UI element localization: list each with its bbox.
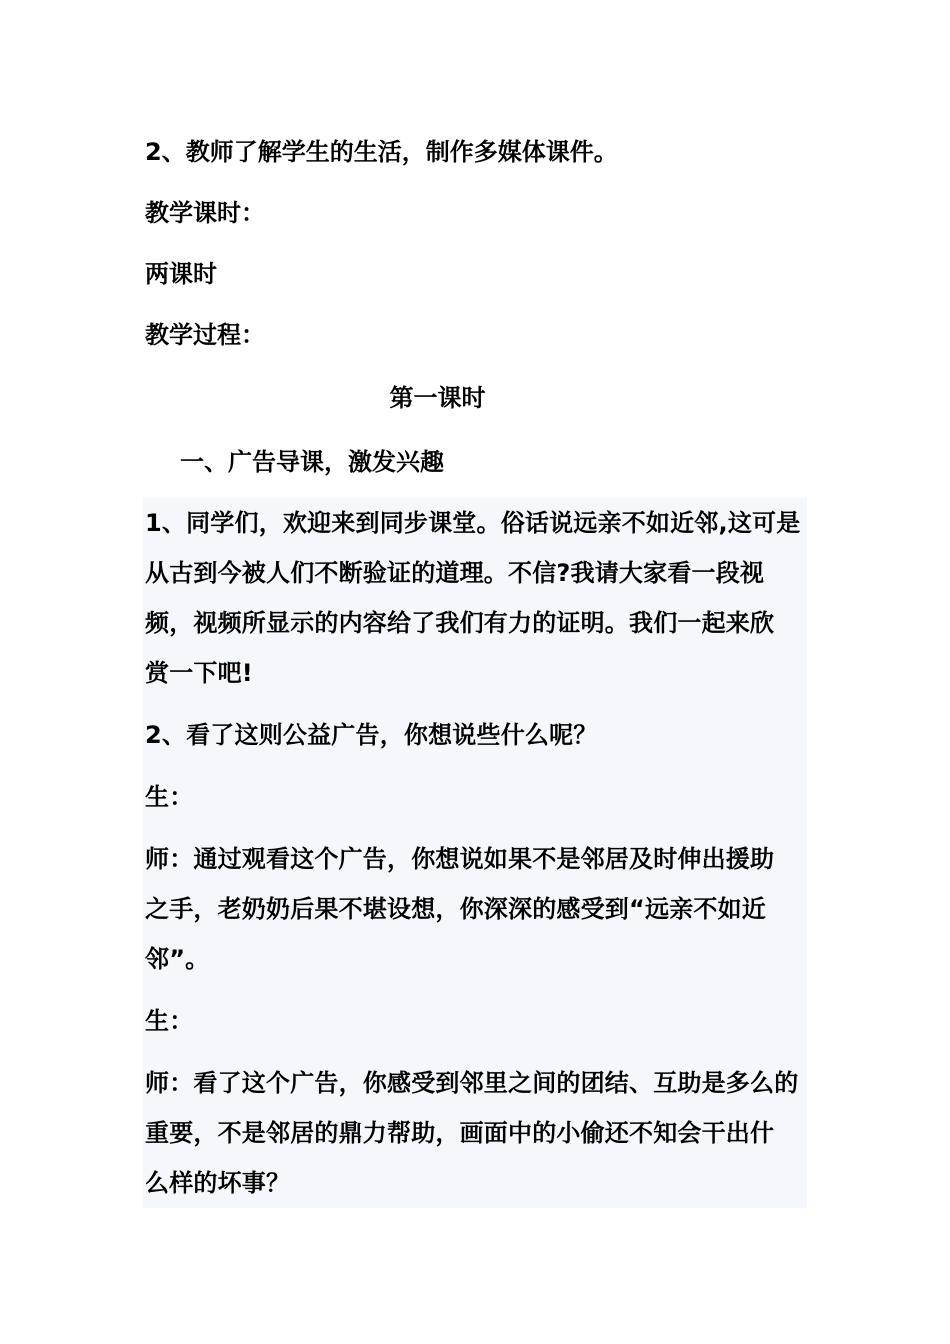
process-heading: 教学过程：	[145, 321, 265, 349]
paragraph-1-line: 从古到今被人们不断验证的道理。不信?我请大家看一段视	[145, 559, 765, 587]
student-label: 生：	[145, 1007, 194, 1035]
paragraph-1	[145, 498, 807, 698]
student-response-1	[145, 772, 807, 822]
lesson-title: 第一课时	[389, 384, 486, 412]
paragraph-2-line: 2、看了这则公益广告，你想说些什么呢？	[145, 721, 598, 749]
paragraph-1-line: 赏一下吧!	[145, 659, 253, 687]
teacher-line: 师：通过观看这个广告，你想说如果不是邻居及时伸出援助	[145, 845, 775, 873]
hours-heading: 教学课时：	[145, 199, 265, 227]
teacher-response-2	[145, 1058, 807, 1208]
hours-value: 两课时	[145, 260, 217, 288]
prep-line-2: 2、教师了解学生的生活，制作多媒体课件。	[145, 138, 618, 166]
student-response-2	[145, 996, 807, 1046]
teacher-line: 师：看了这个广告，你感受到邻里之间的团结、互助是多么的	[145, 1069, 799, 1097]
teacher-line: 之手，老奶奶后果不堪设想，你深深的感受到“远亲不如近	[145, 895, 766, 923]
teacher-line: 么样的坏事？	[145, 1169, 291, 1197]
teacher-line: 重要，不是邻居的鼎力帮助，画面中的小偷还不知会干出什	[145, 1119, 775, 1147]
student-label: 生：	[145, 783, 194, 811]
paragraph-2	[145, 710, 807, 760]
paragraph-1-line: 频，视频所显示的内容给了我们有力的证明。我们一起来欣	[145, 609, 775, 637]
section-1-title: 一、广告导课，激发兴趣	[180, 448, 444, 476]
teacher-line: 邻”。	[145, 945, 210, 973]
paragraph-1-line: 1、同学们，欢迎来到同步课堂。俗话说远亲不如近邻,这可是	[145, 509, 801, 537]
teacher-response-1	[145, 834, 807, 984]
